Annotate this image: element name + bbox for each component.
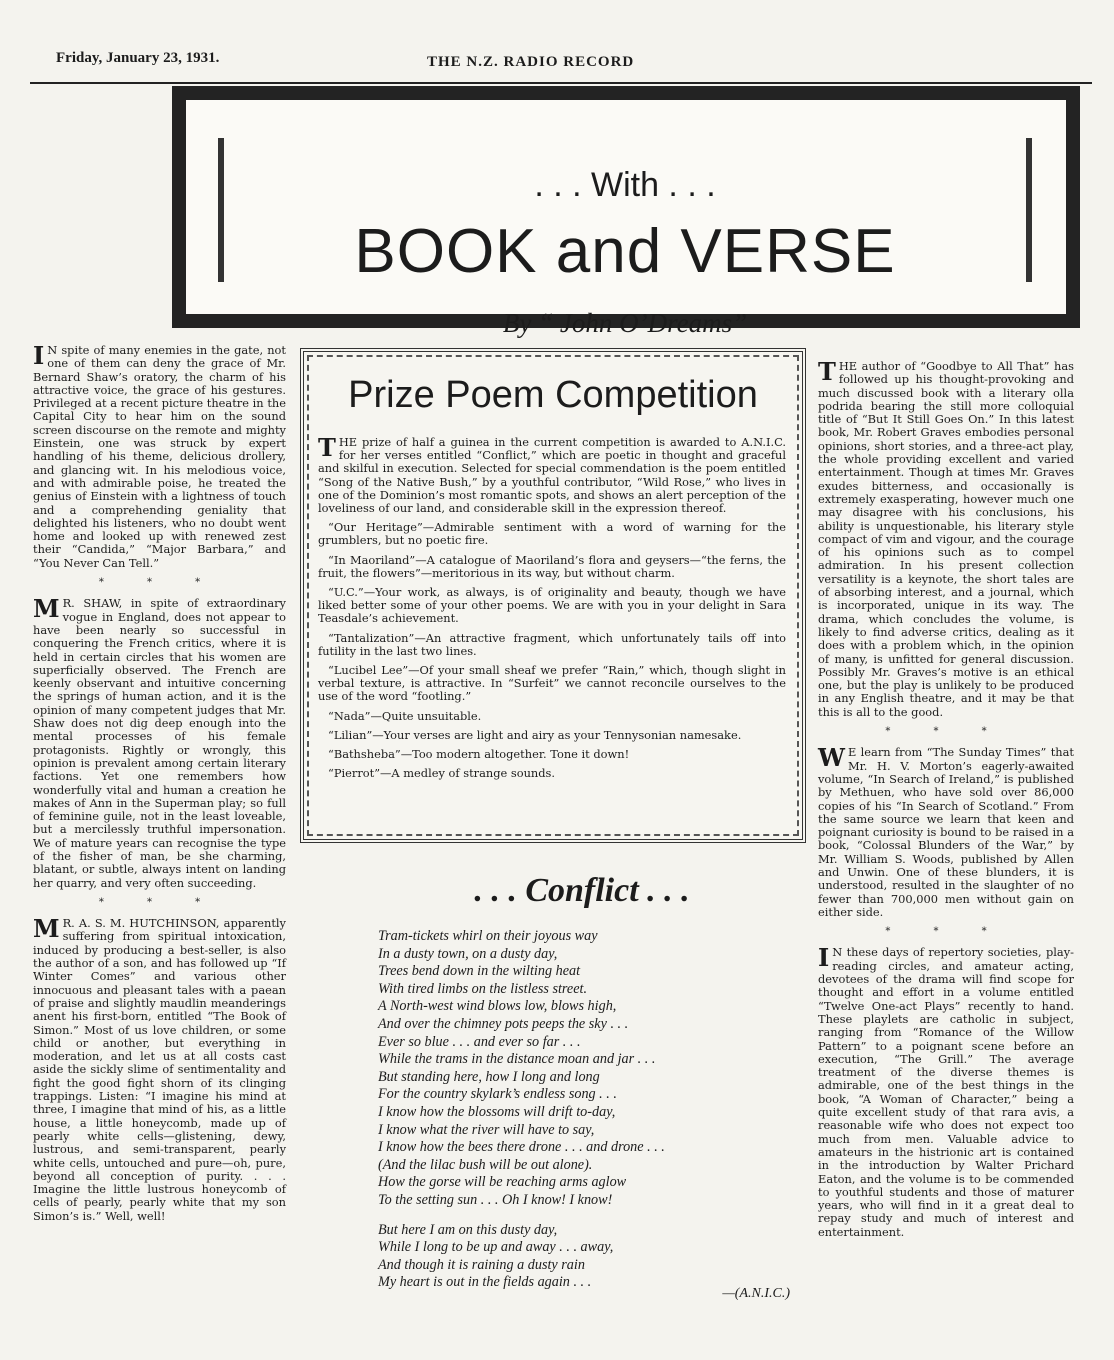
poem-line: A North-west wind blows low, blows high, (378, 998, 617, 1015)
poem-line: Ever so blue . . . and ever so far . . . (378, 1033, 581, 1050)
drop-cap: M (33, 914, 60, 944)
prize-paragraph: “Lilian”—Your verses are light and airy as your Tennysonian namesake. (328, 727, 742, 742)
section-divider: * * * (885, 726, 1007, 738)
article-graves (818, 357, 1074, 719)
paragraph-text: HE author of “Goodbye to All That” has followed up his thought-provoking and much discussed book with a literary olla podrida bearing the still more colloquial title of “But It Still Goes On.” In this latest book, Mr. Robert Graves embodies personal opinions, short stories, and a three-act play, the whole providing excellent and varied entertainment. Though at times Mr. Graves exudes bitterness, and occasionally is extremely exasperating, however much one may disagree with his conclusions, his ability is unquestionable, his literary style compact of vim and vigour, and the courage of his opinions such as to compel admiration. In his present collection versatility is a keynote, the short tales are of absorbing interest, and a journal, which is incorporated, unique in its way. The drama, which concludes the volume, is likely to find adverse critics, dealing as it does with a problem which, in the opinion of many, is unfitted for general discussion. Possibly Mr. Graves’s motive is an ethical one, but the play is unlikely to be produced in any English theatre, and it may be that this is all to the good. (818, 359, 1074, 719)
section-divider: * * * (885, 926, 1007, 938)
header-rule (30, 82, 1092, 84)
banner-title: BOOK and VERSE (354, 217, 896, 286)
paragraph-text: N these days of repertory societies, play-reading circles, and amateur acting, devotees of the drama will find scope for thought and effort in a volume entitled “Twelve One-act Plays” recently to hand. These playlets are catholic in subject, ranging from “Romance of the Willow Pattern” to a poignant scene before an execution, “The Grill.” The average treatment of the diverse themes is admirable, one of the best things in the book, “A Woman of Character,” being a quite excellent study of that rara avis, a reasonable wife who does not expect too much from men. Valuable advice to amateurs in the histrionic art is contained in the introduction by Walter Prichard Eaton, and the volume is to be commended to youthful students and those of maturer years, who will find in it a great deal to repay study and much of interest and entertainment. (818, 945, 1074, 1239)
poem-line: I know how the bees there drone . . . and drone . . . (378, 1139, 665, 1156)
stanza-gap (372, 1210, 792, 1222)
paragraph-text: E learn from “The Sunday Times” that Mr. H. V. Morton’s eagerly-awaited volume, “In Search of Ireland,” is published by Methuen, who have sold over 86,000 copies of his “In Search of Scotland.” From the same source we learn that keen and poignant curiosity is bound to be raised in a book, “Colossal Blunders of the War,” by Mr. William S. Woods, published by Allen and Unwin. One of these blunders, it is understood, resulted in the slaughter of no fewer than 700,000 men without gain on either side. (818, 745, 1074, 919)
poem-signature: —(A.N.I.C.) (722, 1285, 790, 1301)
poem-line: While I long to be up and away . . . away, (378, 1239, 614, 1256)
drop-cap: I (33, 341, 45, 370)
paragraph-text: HE prize of half a guinea in the current competition is awarded to A.N.I.C. for her verses entitled “Conflict,” which are poetic in thought and graceful and skilful in execution. Selected for special commendation is the poem entitled “Song of the Native Bush,” by a youthful contributor, “Wild Rose,” who lives in one of the Dominion’s most romantic spots, and shows an alert perception of the loveliness of our land, and considerable skill in the expression thereof. (318, 435, 786, 516)
poem-stanza-2 (372, 1222, 792, 1292)
poem-line: Trees bend down in the wilting heat (378, 963, 581, 980)
poem-line: For the country skylark’s endless song . . . (378, 1086, 617, 1103)
prize-paragraph: “Bathsheba”—Too modern altogether. Tone it down! (328, 747, 630, 762)
poem-line: My heart is out in the fields again . . . (378, 1274, 592, 1291)
poem-line: While the trams in the distance moan and jar . . . (378, 1051, 656, 1068)
paragraph-text: R. A. S. M. HUTCHINSON, apparently suffering from spiritual intoxication, induced by producing a best-seller, is also the author of a son, and has followed up “If Winter Comes” and various other innocuous and pleasant tales with a paean of praise and slightly maudlin meanderings anent his first-born, entitled “The Book of Simon.” Most of us love children, or some child or another, but everything in moderation, and let us at all costs cast aside the sickly slime of sentimentality and fight the good fight shorn of its clinging trappings. Listen: “I imagine his mind at three, I imagine that mind of his, as a little house, a little honeycomb, made up of pearly white cells—glistening, dewy, lustrous, and semi-transparent, pearly white cells, untouched and pure—oh, pure, beyond all conception of purity. . . . Imagine the little lustrous honeycomb of cells of pearly, pearly white that my son Simon’s is.” Well, well! (33, 916, 286, 1223)
poem-line: And though it is raining a dusty rain (378, 1256, 585, 1273)
prize-paragraph: “Pierrot”—A medley of strange sounds. (328, 766, 556, 781)
newspaper-name: THE N.Z. RADIO RECORD (427, 54, 635, 70)
banner-byline: By “ John O’Dreams” (502, 308, 748, 338)
section-banner (172, 86, 1080, 338)
article-morton (818, 743, 1074, 919)
poem-stanza-1 (372, 928, 792, 1210)
prize-paragraph: “In Maoriland”—A catalogue of Maoriland’s flora and geysers—“the ferns, the fruit, the flowers”—meritorious in its way, but without charm. (318, 552, 786, 580)
drop-cap: T (818, 357, 836, 386)
article-shaw-oratory (33, 341, 286, 570)
prize-poem-box (300, 348, 806, 843)
drop-cap: T (318, 433, 336, 462)
poem-line: Tram-tickets whirl on their joyous way (378, 928, 598, 944)
banner-frame (218, 138, 1032, 338)
poem-line: With tired limbs on the listless street. (378, 980, 587, 997)
poem-line: To the setting sun . . . Oh I know! I know! (378, 1191, 613, 1208)
poem-line: In a dusty town, on a dusty day, (378, 945, 558, 962)
prize-paragraph: “Our Heritage”—Admirable sentiment with a word of warning for the grumblers, but no poetic fire. (318, 520, 786, 548)
prize-title: Prize Poem Competition (348, 374, 758, 416)
prize-body (318, 433, 786, 786)
conflict-poem (372, 872, 792, 1302)
article-hutchinson (33, 914, 286, 1223)
prize-paragraph: “Lucibel Lee”—Of your small sheaf we prefer “Rain,” which, though slight in verbal texture, is attractive. In “Surfeit” we cannot reconcile ourselves to the use of the word “footling.” (318, 663, 786, 704)
banner-with: . . . With . . . (534, 166, 716, 204)
right-column (818, 357, 1074, 1245)
poem-line: And over the chimney pots peeps the sky . . . (378, 1015, 629, 1032)
poem-line: But here I am on this dusty day, (378, 1221, 558, 1238)
poem-line: How the gorse will be reaching arms aglow (378, 1174, 627, 1191)
prize-paragraph: “U.C.”—Your work, as always, is of originality and beauty, though we have liked better some of your other poems. We are with you in your delight in Sara Teasdale’s achievement. (318, 585, 786, 626)
poem-line: I know how the blossoms will drift to-day, (378, 1103, 616, 1120)
section-divider: * * * (98, 577, 221, 589)
drop-cap: W (818, 743, 845, 773)
prize-paragraph (318, 433, 786, 516)
paragraph-text: R. SHAW, in spite of extraordinary vogue in England, does not appear to have been nearly so successful in conquering the French critics, where it is held in certain circles that his women are superficially observed. The French are keenly observant and intuitive concerning the springs of human action, and it is the opinion of many competent judges that Mr. Shaw does not dig deep enough into the mental processes of his female protagonists. Rightly or wrongly, this opinion is prevalent among certain literary factions. Yet one remembers how wonderfully vital and human a creation he makes of Ann in the Superman play; so full of feminine guile, not in the least loveable, but a mercilessly truthful impersonation. We of mature years can recognise the type of the fisher of man, be she charming, blatant, or subtle, always intent on landing her quarry, and very often succeeding. (33, 596, 286, 890)
section-divider: * * * (98, 896, 221, 908)
issue-date: Friday, January 23, 1931. (56, 50, 220, 66)
article-one-act-plays (818, 943, 1074, 1239)
page-header (22, 50, 1092, 90)
paragraph-text: N spite of many enemies in the gate, not one of them can deny the grace of Mr. Bernard Shaw’s oratory, the charm of his attractive voice, the grace of his gestures. Privileged at a recent picture theatre in the Capital City to hear him on the sound screen discourse on the remote and mighty Einstein, one was struck by expert handling of his theme, delicious drollery, and glancing wit. In his melodious voice, and with admirable poise, he treated the genius of Einstein with a lightness of touch and a comprehending geniality that delighted his listeners, who no doubt went home and looked up with renewed zest their “Candida,” “Major Barbara,” and “You Never Can Tell.” (33, 343, 286, 570)
poem-line: I know what the river will have to say, (378, 1121, 595, 1138)
drop-cap: M (33, 594, 60, 624)
poem-line: But standing here, how I long and long (378, 1068, 600, 1085)
left-column (33, 341, 286, 1229)
poem-line: (And the lilac bush will be out alone). (378, 1156, 593, 1173)
prize-paragraph: “Tantalization”—An attractive fragment, which unfortunately tails off into futility in the last two lines. (318, 630, 786, 658)
prize-paragraph: “Nada”—Quite unsuitable. (328, 708, 482, 723)
poem-title: . . . Conflict . . . (474, 872, 690, 909)
article-shaw-french (33, 594, 286, 890)
drop-cap: I (818, 943, 830, 973)
